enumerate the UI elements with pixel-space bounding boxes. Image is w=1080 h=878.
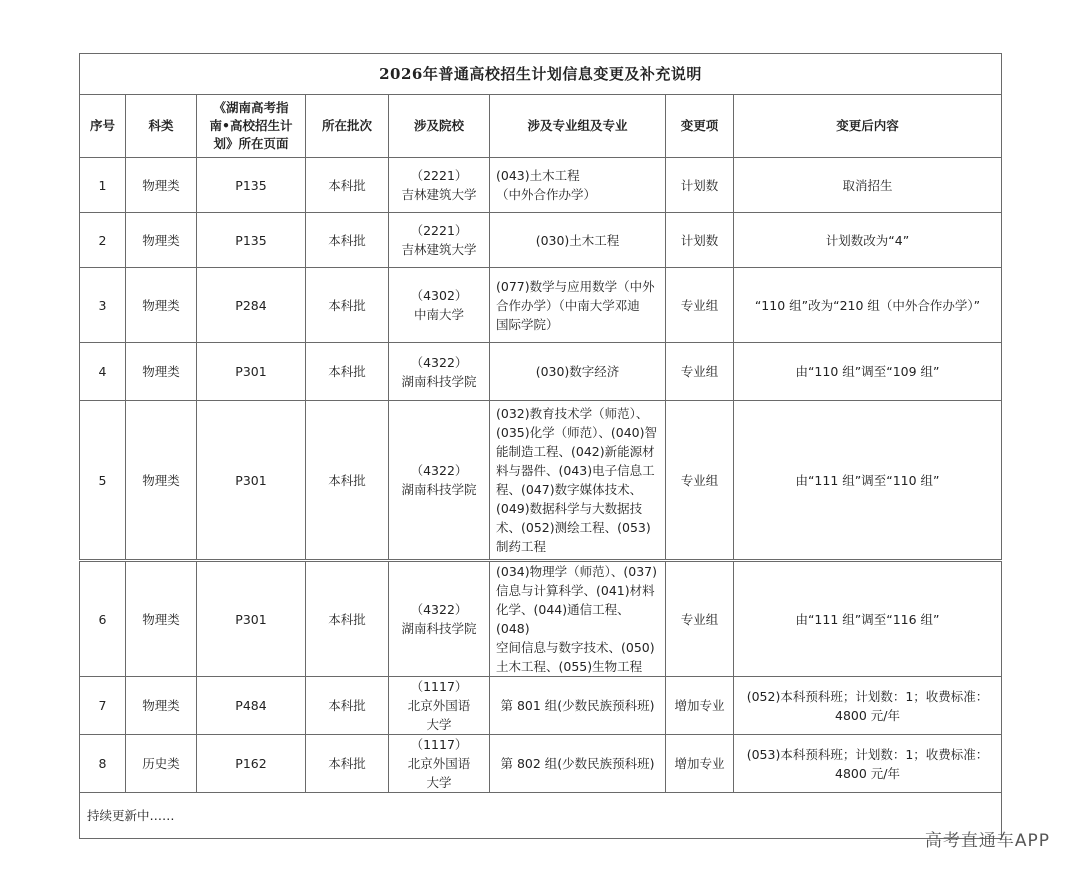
- cell-new-content: [734, 343, 1002, 401]
- table-row: [80, 735, 1002, 793]
- cell-new-content: [734, 213, 1002, 268]
- cell-major-line: 第 801 组(少数民族预科班): [500, 698, 655, 713]
- header-batch: 所在批次: [306, 95, 389, 158]
- table-row: [80, 213, 1002, 268]
- cell-new-content: [734, 268, 1002, 343]
- cell-major: [490, 561, 666, 677]
- cell-major-line: 术、(052)测绘工程、(053): [496, 520, 651, 535]
- cell-seq: 6: [80, 561, 126, 677]
- cell-page: P301: [197, 401, 306, 561]
- table-row: [80, 401, 1002, 561]
- cell-page: P162: [197, 735, 306, 793]
- cell-change-item: 增加专业: [666, 677, 734, 735]
- cell-school-line: （4322）: [410, 354, 468, 370]
- cell-change-item: 专业组: [666, 268, 734, 343]
- watermark: 高考直通车APP: [924, 831, 1050, 851]
- cell-major-line: （中外合作办学）: [496, 187, 597, 202]
- cell-major: [490, 158, 666, 213]
- cell-new-content-line: (052)本科预科班；计划数：1；收费标准：: [746, 688, 989, 704]
- cell-school-line: 湖南科技学院: [401, 373, 477, 389]
- header-seq: 序号: [80, 95, 126, 158]
- cell-school-line: （2221）: [410, 223, 468, 238]
- cell-major-line: 合作办学）（中南大学邓迪: [496, 297, 640, 313]
- header-major: 涉及专业组及专业: [490, 95, 666, 158]
- cell-school: [389, 735, 490, 793]
- table-row: [80, 268, 1002, 343]
- cell-page: P484: [197, 677, 306, 735]
- cell-major: [490, 213, 666, 268]
- cell-new-content-line: “110 组”改为“210 组（中外合作办学）”: [754, 297, 981, 313]
- cell-major-line: (032)教育技术学（师范）、: [496, 406, 649, 421]
- cell-new-content-line: 4800 元/年: [835, 707, 900, 723]
- cell-major-line: 信息与计算科学、(041)材料: [496, 583, 655, 598]
- cell-school-line: （4322）: [410, 602, 468, 617]
- cell-category: 历史类: [126, 735, 197, 793]
- cell-major-line: (034)物理学（师范）、(037): [496, 564, 657, 579]
- table-row: [80, 158, 1002, 213]
- cell-school: [389, 268, 490, 343]
- cell-major: [490, 735, 666, 793]
- cell-seq: 7: [80, 677, 126, 735]
- cell-page: P284: [197, 268, 306, 343]
- change-table: [79, 53, 1002, 839]
- cell-major-line: 空间信息与数字技术、(050): [496, 640, 655, 655]
- cell-category: 物理类: [126, 401, 197, 561]
- cell-batch: 本科批: [306, 561, 389, 677]
- cell-change-item: 专业组: [666, 401, 734, 561]
- cell-major-line: (030)土木工程: [535, 232, 620, 248]
- cell-change-item: 计划数: [666, 158, 734, 213]
- cell-major-line: 料与器件、(043)电子信息工: [496, 463, 655, 478]
- header-page-line: 《湖南高考指: [213, 100, 289, 115]
- cell-major-line: 程、(047)数字媒体技术、: [496, 482, 643, 497]
- cell-school-line: 湖南科技学院: [401, 482, 477, 497]
- cell-batch: 本科批: [306, 343, 389, 401]
- cell-major-line: 国际学院）: [496, 316, 559, 332]
- cell-change-item: 计划数: [666, 213, 734, 268]
- cell-new-content-line: 取消招生: [842, 177, 893, 193]
- header-new-content: 变更后内容: [734, 95, 1002, 158]
- table-row: [80, 343, 1002, 401]
- cell-new-content-line: 计划数改为“4”: [825, 232, 910, 248]
- cell-major-line: 第 802 组(少数民族预科班): [500, 756, 655, 771]
- header-row: [80, 95, 1002, 158]
- header-page-line: 划》所在页面: [213, 136, 289, 151]
- cell-school-line: （4302）: [410, 288, 468, 303]
- cell-seq: 2: [80, 213, 126, 268]
- cell-major-line: (043)土木工程: [496, 168, 580, 183]
- footer-note: 持续更新中……: [80, 793, 1002, 839]
- header-change-item: 变更项: [666, 95, 734, 158]
- table-title: 2026年普通高校招生计划信息变更及补充说明: [80, 54, 1002, 95]
- cell-school-line: 中南大学: [413, 307, 464, 322]
- cell-school: [389, 561, 490, 677]
- cell-change-item: 专业组: [666, 343, 734, 401]
- cell-new-content-line: 由“111 组”调至“116 组”: [795, 611, 940, 627]
- cell-school-line: （1117）: [410, 679, 468, 694]
- cell-new-content: [734, 561, 1002, 677]
- cell-page: P135: [197, 213, 306, 268]
- cell-page: P301: [197, 561, 306, 677]
- cell-seq: 4: [80, 343, 126, 401]
- cell-page: P301: [197, 343, 306, 401]
- cell-school-line: （4322）: [410, 463, 468, 478]
- cell-batch: 本科批: [306, 268, 389, 343]
- header-category: 科类: [126, 95, 197, 158]
- cell-school-line: 吉林建筑大学: [401, 187, 477, 202]
- cell-major-line: 土木工程、(055)生物工程: [496, 659, 643, 674]
- cell-seq: 1: [80, 158, 126, 213]
- cell-major: [490, 268, 666, 343]
- cell-major: [490, 401, 666, 561]
- cell-school-line: 北京外国语: [407, 698, 471, 713]
- cell-change-item: 专业组: [666, 561, 734, 677]
- cell-seq: 5: [80, 401, 126, 561]
- cell-major-line: 化学、(044)通信工程、(048): [496, 602, 630, 636]
- cell-major-line: (030)数字经济: [535, 364, 620, 379]
- cell-new-content-line: 由“111 组”调至“110 组”: [795, 472, 940, 488]
- cell-new-content: [734, 677, 1002, 735]
- cell-new-content-line: 由“110 组”调至“109 组”: [795, 364, 940, 379]
- table-row: [80, 677, 1002, 735]
- cell-school: [389, 213, 490, 268]
- cell-major-line: (049)数据科学与大数据技: [496, 501, 643, 516]
- cell-category: 物理类: [126, 677, 197, 735]
- cell-school-line: （1117）: [410, 737, 468, 752]
- header-page: [197, 95, 306, 158]
- cell-school-line: 大学: [426, 717, 452, 732]
- cell-school: [389, 401, 490, 561]
- cell-page: P135: [197, 158, 306, 213]
- cell-new-content: [734, 735, 1002, 793]
- header-school: 涉及院校: [389, 95, 490, 158]
- cell-school-line: 北京外国语: [407, 756, 471, 771]
- header-page-line: 南•高校招生计: [209, 118, 293, 133]
- cell-major: [490, 677, 666, 735]
- cell-new-content-line: (053)本科预科班；计划数：1；收费标准：: [746, 746, 989, 762]
- cell-major: [490, 343, 666, 401]
- cell-school: [389, 158, 490, 213]
- cell-seq: 8: [80, 735, 126, 793]
- cell-major-line: (035)化学（师范）、(040)智: [496, 425, 657, 440]
- cell-school-line: 吉林建筑大学: [401, 242, 477, 257]
- footer-row: [80, 793, 1002, 839]
- cell-batch: 本科批: [306, 677, 389, 735]
- cell-seq: 3: [80, 268, 126, 343]
- cell-category: 物理类: [126, 561, 197, 677]
- cell-batch: 本科批: [306, 401, 389, 561]
- cell-category: 物理类: [126, 268, 197, 343]
- cell-category: 物理类: [126, 213, 197, 268]
- cell-major-line: 制药工程: [496, 539, 547, 554]
- cell-batch: 本科批: [306, 158, 389, 213]
- cell-new-content-line: 4800 元/年: [835, 765, 900, 781]
- cell-category: 物理类: [126, 158, 197, 213]
- cell-major-line: 能制造工程、(042)新能源材: [496, 444, 655, 459]
- cell-new-content: [734, 158, 1002, 213]
- cell-new-content: [734, 401, 1002, 561]
- cell-major-line: (077)数学与应用数学（中外: [496, 278, 655, 294]
- cell-school-line: 湖南科技学院: [401, 621, 477, 636]
- cell-batch: 本科批: [306, 735, 389, 793]
- cell-category: 物理类: [126, 343, 197, 401]
- table-row: [80, 561, 1002, 677]
- cell-change-item: 增加专业: [666, 735, 734, 793]
- cell-school: [389, 343, 490, 401]
- cell-school: [389, 677, 490, 735]
- cell-batch: 本科批: [306, 213, 389, 268]
- cell-school-line: （2221）: [410, 168, 468, 183]
- cell-school-line: 大学: [426, 775, 452, 790]
